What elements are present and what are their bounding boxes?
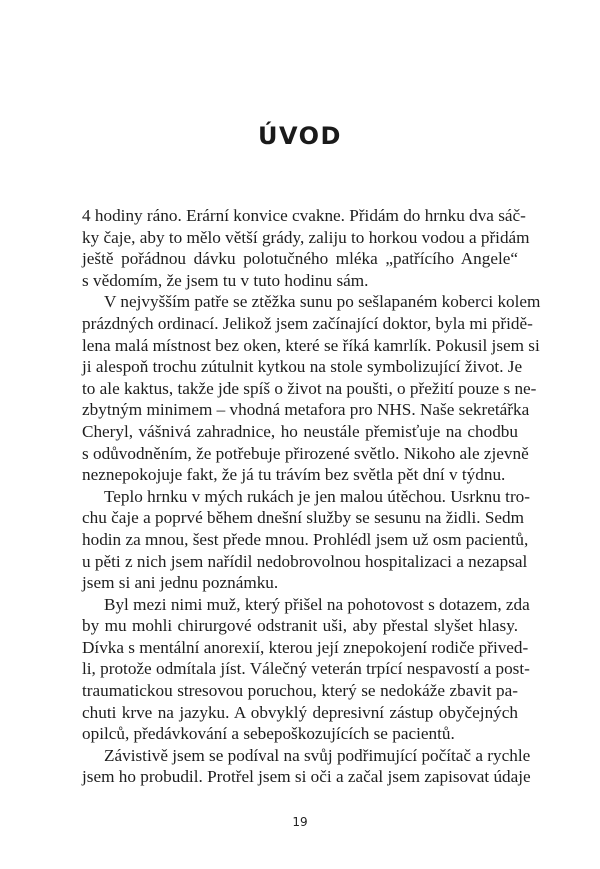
chapter-title: ÚVOD: [258, 122, 342, 150]
paragraph: [82, 594, 530, 745]
paragraph: [82, 745, 531, 788]
text-line: s vědomím, že jsem tu v tuto hodinu sám.: [82, 270, 369, 290]
text-line: ještě pořádnou dávku polotučného mléka „patřícího Angele“: [82, 249, 518, 269]
text-line: chuti krve na jazyku. A obvyklý depresivní zástup obyčejných: [82, 702, 518, 722]
text-line: jsem si ani jednu poznámku.: [82, 573, 279, 593]
text-line: Závistivě jsem se podíval na svůj podřimující počítač a rychle: [104, 745, 531, 765]
text-line: traumatickou stresovou poruchou, který se nedokáže zbavit pa-: [82, 681, 518, 701]
text-line: li, protože odmítala jíst. Válečný veterán trpící nespavostí a post-: [82, 659, 530, 679]
text-line: chu čaje a poprvé během dnešní služby se sesunu na židli. Sedm: [82, 508, 524, 528]
text-line: lena malá místnost bez oken, které se říká kamrlík. Pokusil jsem si: [82, 335, 540, 355]
text-line: zbytným minimem – vhodná metafora pro NHS. Naše sekretářka: [82, 400, 530, 420]
text-line: u pěti z nich jsem nařídil nedobrovolnou hospitalizaci a nezapsal: [82, 551, 528, 571]
text-line: 4 hodiny ráno. Erární konvice cvakne. Přidám do hrnku dva sáč-: [82, 206, 526, 225]
text-line: Cheryl, vášnivá zahradnice, ho neustále přemisťuje na chodbu: [82, 421, 518, 441]
text-line: Dívka s mentální anorexií, kterou její znepokojení rodiče přived-: [82, 637, 529, 657]
text-line: hodin za mnou, šest přede mnou. Prohlédl jsem už osm pacientů,: [82, 529, 529, 549]
body-text: [82, 205, 541, 788]
text-line: jsem ho probudil. Protřel jsem si oči a začal jsem zapisovat údaje: [82, 767, 531, 787]
text-line: to ale kaktus, takže jde spíš o život na poušti, o přežití pouze s ne-: [82, 378, 537, 398]
text-line: ji alespoň trochu zútulnit kytkou na stole symbolizující život. Je: [82, 357, 523, 377]
text-line: Teplo hrnku v mých rukách je jen malou útěchou. Usrknu tro-: [104, 486, 530, 506]
text-line: Byl mezi nimi muž, který přišel na pohotovost s dotazem, zda: [104, 594, 530, 614]
text-line: ky čaje, aby to mělo větší grády, zaliju to horkou vodou a přidám: [82, 227, 530, 247]
text-line: by mu mohli chirurgové odstranit uši, aby přestal slyšet hlasy.: [82, 616, 518, 636]
paragraph: [82, 291, 541, 485]
paragraph: [82, 486, 530, 594]
page-number: 19: [292, 815, 308, 829]
text-line: neznepokojuje fakt, že já tu trávím bez světla pět dní v týdnu.: [82, 465, 506, 485]
paragraph: [82, 205, 530, 291]
text-line: s odůvodněním, že potřebuje přirozené světlo. Nikoho ale zjevně: [82, 443, 529, 463]
text-line: prázdných ordinací. Jelikož jsem začínající doktor, byla mi přidě-: [82, 313, 533, 333]
text-line: V nejvyšším patře se ztěžka sunu po sešlapaném koberci kolem: [104, 292, 541, 312]
text-line: opilců, předávkování a sebepoškozujících se pacientů.: [82, 724, 455, 744]
